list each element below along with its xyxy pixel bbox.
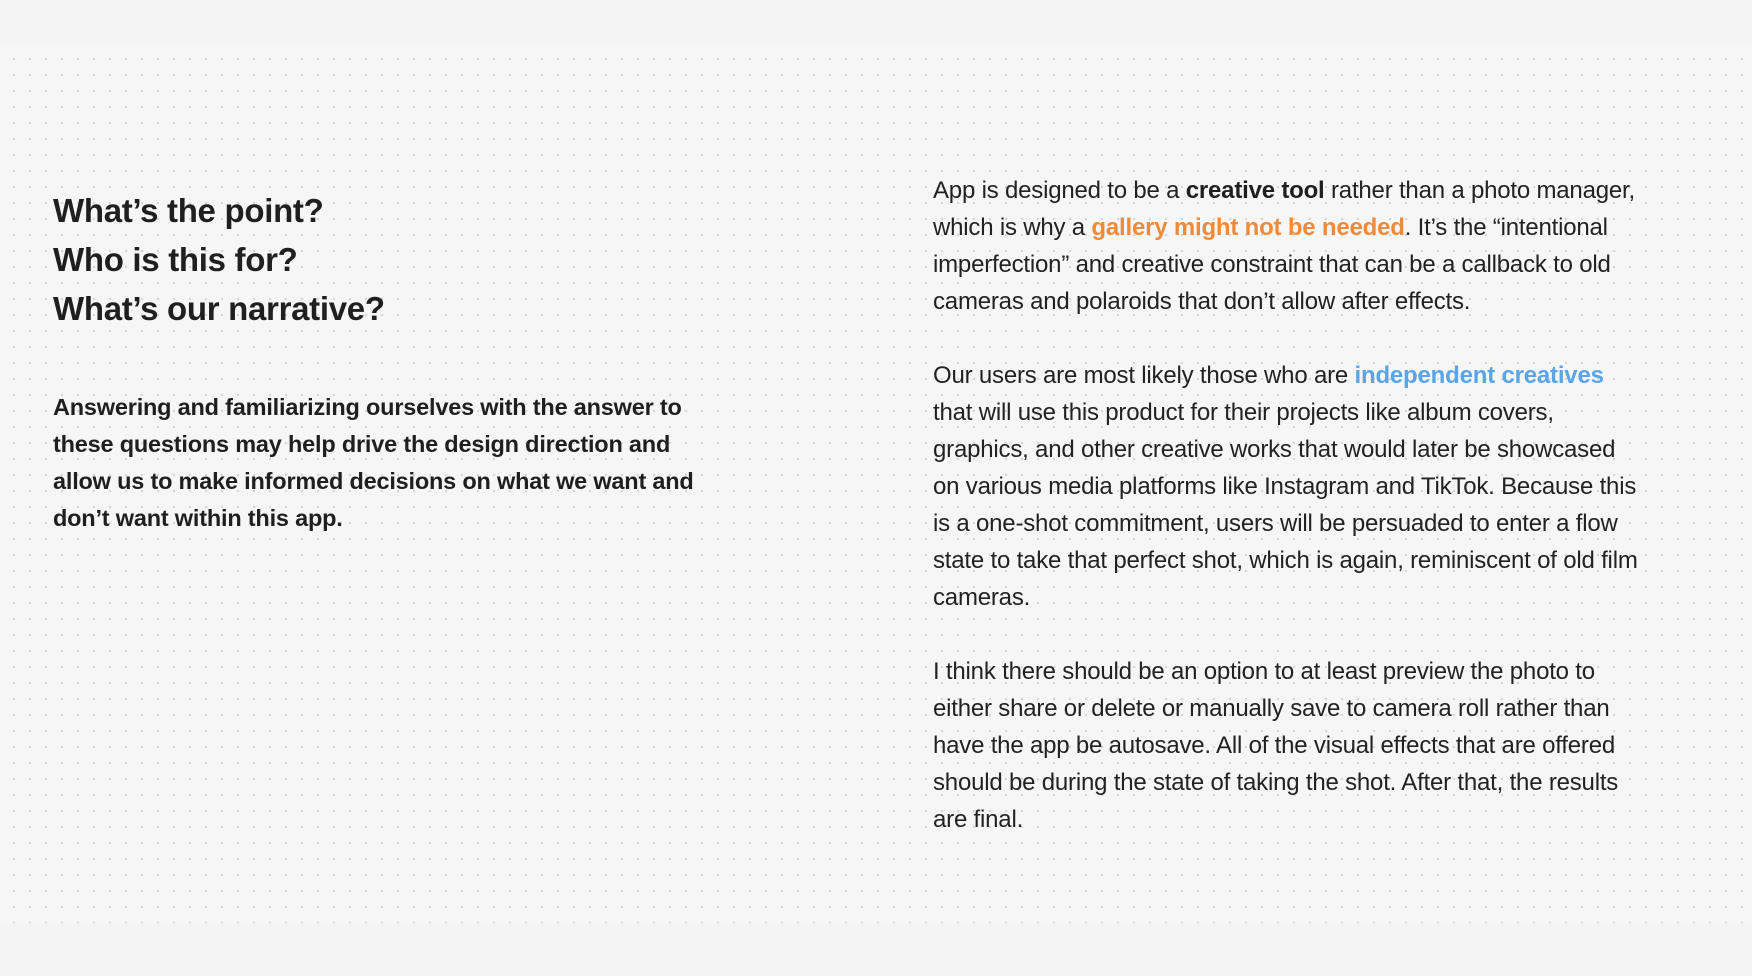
heading-audience: Who is this for? — [53, 241, 298, 278]
heading-point: What’s the point? — [53, 192, 324, 229]
answers-column — [933, 172, 1643, 875]
heading-narrative: What’s our narrative? — [53, 290, 385, 327]
gallery-highlight: gallery might not be needed — [1091, 214, 1405, 241]
purpose-text-2: rather than a photo manager, which is why a — [933, 177, 1635, 241]
answer-paragraph-purpose — [933, 172, 1643, 320]
purpose-text-1: App is designed to be a — [933, 177, 1186, 204]
narrative-text-1: I think there should be an option to at least preview the photo to either share or delete or manually save to camera roll rather than have the app be autosave. All of the visual effects that are offered should be during the state of taking the shot. After that, the results are final. — [933, 658, 1619, 833]
audience-text-1: Our users are most likely those who are — [933, 362, 1355, 389]
intro-paragraph: Answering and familiarizing ourselves with the answer to these questions may help drive the design direction and allow us to make informed decisions on what we want and don’t want within this app. — [53, 394, 694, 531]
answer-paragraph-audience — [933, 357, 1643, 616]
audience-text-2: that will use this product for their projects like album covers, graphics, and other creative works that would later be showcased on various media platforms like Instagram and TikTok. Because this is a one-shot commitment, users will be persuaded to enter a flow state to take that perfect shot, which is again, reminiscent of old film cameras. — [933, 399, 1638, 611]
canvas-frame — [0, 45, 1752, 923]
question-headings — [53, 186, 713, 333]
creative-tool-emphasis: creative tool — [1185, 177, 1325, 204]
answer-paragraph-narrative — [933, 653, 1643, 838]
independent-creatives-highlight: independent creatives — [1354, 362, 1604, 389]
purpose-text-3: . It’s the “intentional imperfection” and creative constraint that can be a callback to old cameras and polaroids that don’t allow after effects. — [933, 214, 1611, 315]
questions-column — [53, 186, 713, 561]
